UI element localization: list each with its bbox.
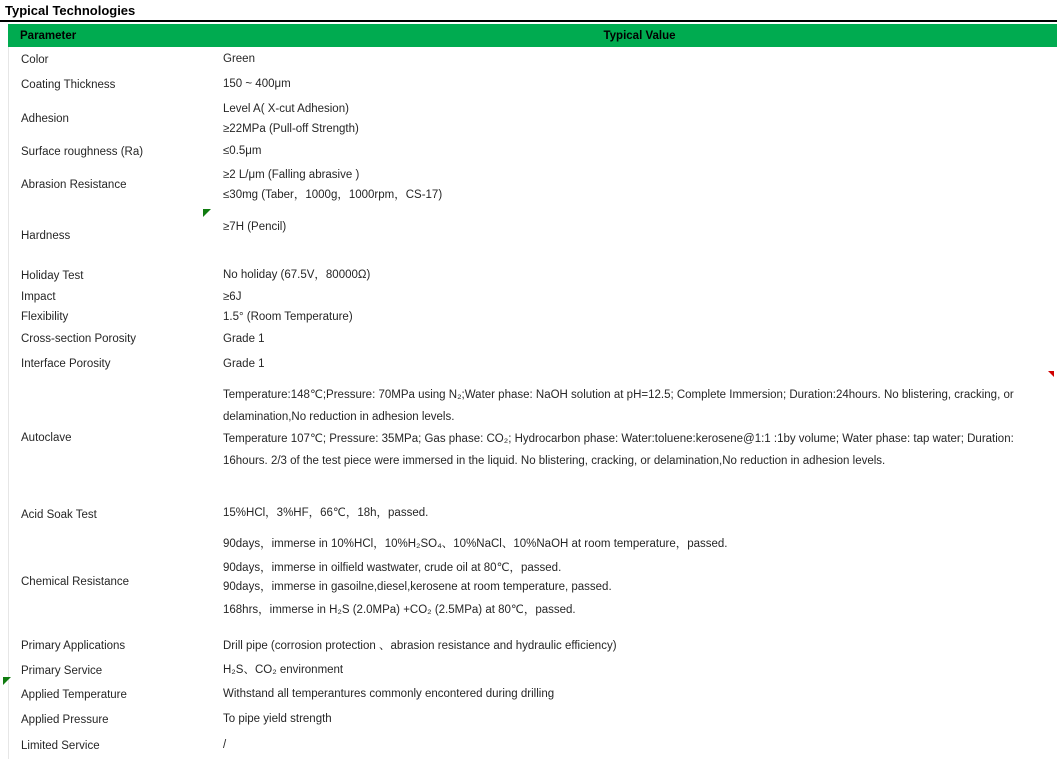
value-cell (206, 707, 1057, 732)
parameter-cell: Hardness (21, 229, 71, 242)
value-line: Withstand all temperantures commonly encontered during drilling (223, 688, 555, 700)
parameter-cell: Impact (21, 291, 56, 303)
value-paragraph: Temperature 107℃; Pressure: 35MPa; Gas phase: CO₂; Hydrocarbon phase: Water:toluene:kerosene@1:1 :1by volume; Water phase: tap water; Duration: 16hours. 2/3 of the test piece were immersed in the liquid. No blistering, cracking, or delamination,No reduction in adhesion levels. (223, 433, 1014, 467)
green-error-marker-icon (3, 677, 11, 685)
table-row-primary-service (8, 659, 1057, 682)
table-row-hardness (8, 207, 1057, 264)
parameter-cell: Coating Thickness (21, 78, 116, 91)
parameter-cell: Cross-section Porosity (21, 333, 137, 345)
table-row-holiday-test (8, 264, 1057, 287)
value-cell (206, 531, 1057, 633)
parameter-cell: Autoclave (21, 432, 72, 444)
value-cell (206, 351, 1057, 377)
value-line: To pipe yield strength (223, 713, 332, 725)
value-cell (206, 659, 1057, 682)
value-cell (206, 307, 1057, 327)
parameter-cell: Applied Pressure (21, 713, 109, 726)
value-line: ≤30mg (Taber，1000g，1000rpm，CS-17) (223, 189, 443, 201)
value-line: ≥2 L/μm (Falling abrasive ) (223, 169, 360, 181)
value-cell (206, 140, 1057, 163)
value-line: ≥7H (Pencil) (223, 221, 287, 233)
parameter-cell: Abrasion Resistance (21, 179, 127, 191)
column-header-typical-value: Typical Value (603, 29, 676, 42)
parameter-cell: Flexibility (21, 311, 69, 323)
table-row-autoclave (8, 377, 1057, 499)
value-paragraph: Temperature:148℃;Pressure: 70MPa using N₂;Water phase: NaOH solution at pH=12.5; Complete Immersion; Duration:24hours. No blistering, cracking, or delamination,No reduction in adhesion levels. (223, 389, 1014, 423)
parameter-cell: Primary Service (21, 664, 103, 677)
parameter-cell: Primary Applications (21, 640, 126, 652)
value-line: ≥22MPa (Pull-off Strength) (223, 122, 359, 135)
value-line: ≥6J (223, 290, 242, 303)
table-row-limited-service (8, 732, 1057, 759)
table-header-row (8, 24, 1057, 47)
table-row-flexibility (8, 307, 1057, 327)
value-cell (206, 732, 1057, 759)
value-line: H₂S、CO₂ environment (223, 664, 344, 676)
value-cell (206, 682, 1057, 707)
value-line: 1.5° (Room Temperature) (223, 310, 353, 323)
value-line: ≤0.5μm (223, 145, 262, 157)
value-cell (206, 97, 1057, 140)
value-cell (206, 163, 1057, 207)
parameter-cell: Limited Service (21, 739, 100, 752)
value-cell (206, 207, 1057, 264)
value-line: 90days，immerse in oilfield wastwater, crude oil at 80℃，passed. (223, 562, 562, 574)
page-title: Typical Technologies (5, 2, 136, 18)
table-row-coating-thickness (8, 72, 1057, 97)
parameter-cell: Interface Porosity (21, 358, 111, 370)
value-line: No holiday (67.5V，80000Ω) (223, 269, 371, 281)
table-row-adhesion (8, 97, 1057, 140)
table-row-surface-roughness (8, 140, 1057, 163)
table-row-interface-porosity (8, 351, 1057, 377)
value-line: 90days，immerse in 10%HCl，10%H₂SO₄、10%NaCl、10%NaOH at room temperature，passed. (223, 538, 728, 550)
spec-table (0, 24, 1057, 759)
value-line: Level A( X-cut Adhesion) (223, 102, 349, 115)
parameter-cell: Color (21, 53, 49, 66)
table-row-applied-pressure (8, 707, 1057, 732)
value-line: 168hrs，immerse in H₂S (2.0MPa) +CO₂ (2.5MPa) at 80℃，passed. (223, 604, 576, 616)
table-row-cross-section-porosity (8, 327, 1057, 351)
value-cell (206, 264, 1057, 287)
value-line: Grade 1 (223, 357, 265, 370)
table-row-color (8, 47, 1057, 72)
value-cell (206, 377, 1057, 499)
value-cell (206, 633, 1057, 659)
value-line: Drill pipe (corrosion protection 、abrasion resistance and hydraulic efficiency) (223, 639, 617, 652)
table-row-chemical-resistance (8, 531, 1057, 633)
table-row-impact (8, 287, 1057, 307)
value-cell (206, 327, 1057, 351)
column-header-parameter: Parameter (20, 29, 77, 42)
value-cell (206, 72, 1057, 97)
value-cell (206, 287, 1057, 307)
table-row-abrasion-resistance (8, 163, 1057, 207)
table-row-acid-soak-test (8, 499, 1057, 531)
value-line: 15%HCl，3%HF，66℃，18h，passed. (223, 507, 429, 519)
parameter-cell: Holiday Test (21, 269, 84, 282)
table-row-applied-temperature (8, 682, 1057, 707)
value-cell (206, 47, 1057, 72)
parameter-cell: Surface roughness (Ra) (21, 145, 144, 158)
table-row-primary-applications (8, 633, 1057, 659)
value-line: Grade 1 (223, 332, 265, 345)
red-comment-marker-icon (1048, 371, 1054, 377)
parameter-cell: Chemical Resistance (21, 576, 130, 588)
value-line: / (223, 739, 227, 751)
parameter-cell: Adhesion (21, 112, 69, 125)
title-divider (0, 20, 1057, 22)
green-error-marker-icon (203, 209, 211, 217)
value-line: 150 ~ 400μm (223, 78, 291, 90)
parameter-cell: Acid Soak Test (21, 509, 97, 521)
value-line: 90days，immerse in gasoilne,diesel,kerosene at room temperature, passed. (223, 581, 612, 593)
value-cell (206, 499, 1057, 531)
parameter-cell: Applied Temperature (21, 688, 127, 701)
value-line: Green (223, 53, 255, 65)
